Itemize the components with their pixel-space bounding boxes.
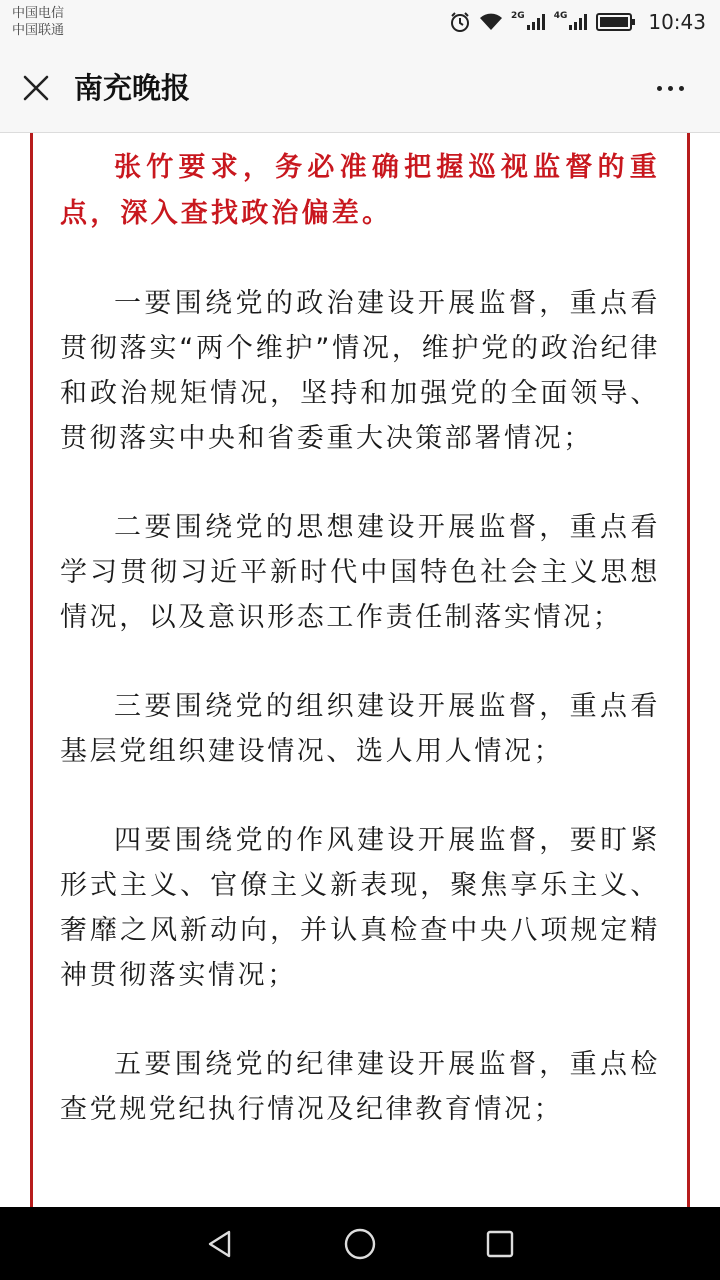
signal-icon (511, 13, 546, 31)
carrier-1: 中国电信 (12, 6, 65, 21)
clock: 10:43 (648, 10, 706, 34)
article-paragraph: 四要围绕党的作风建设开展监督，要盯紧形式主义、官僚主义新表现，聚焦享乐主义、奢靡之风新动向，并认真检查中央八项规定精神贯彻落实情况； (60, 825, 660, 991)
wifi-icon (479, 12, 503, 32)
more-icon-dot (679, 86, 684, 91)
article-paragraph: 一要围绕党的政治建设开展监督，重点看贯彻落实“两个维护”情况，维护党的政治纪律和政治规矩情况，坚持和加强党的全面领导、贯彻落实中央和省委重大决策部署情况； (60, 288, 660, 454)
net-label-2: 4G (553, 11, 568, 21)
more-icon (657, 86, 662, 91)
article-paragraph: 二要围绕党的思想建设开展监督，重点看学习贯彻习近平新时代中国特色社会主义思想情况，以及意识形态工作责任制落实情况； (60, 512, 660, 633)
back-button[interactable] (195, 1219, 245, 1269)
battery-icon (596, 12, 636, 32)
carrier-2: 中国联通 (12, 23, 65, 38)
home-icon (343, 1227, 377, 1261)
article-body (60, 145, 660, 1176)
article-paragraph: 五要围绕党的纪律建设开展监督，重点检查党规党纪执行情况及纪律教育情况； (60, 1049, 660, 1125)
close-icon (22, 74, 50, 102)
net-label-1: 2G (511, 11, 525, 21)
home-button[interactable] (335, 1219, 385, 1269)
article-scroll-area[interactable] (0, 133, 720, 1207)
recents-icon (485, 1229, 515, 1259)
system-nav-bar (0, 1207, 720, 1280)
article-paragraph: 三要围绕党的组织建设开展监督，重点看基层党组织建设情况、选人用人情况； (60, 691, 660, 767)
status-icons (449, 0, 706, 44)
close-button[interactable] (18, 70, 54, 106)
article-lead: 张竹要求，务必准确把握巡视监督的重点，深入查找政治偏差。 (60, 152, 660, 229)
recents-button[interactable] (475, 1219, 525, 1269)
page-title: 南充晚报 (74, 71, 191, 105)
alarm-icon (449, 11, 471, 33)
signal-icon (554, 13, 589, 31)
more-button[interactable] (650, 70, 690, 106)
back-icon (205, 1229, 235, 1259)
status-bar (0, 0, 720, 44)
more-icon-dot (668, 86, 673, 91)
title-bar (0, 44, 720, 133)
carrier-labels (12, 5, 64, 39)
